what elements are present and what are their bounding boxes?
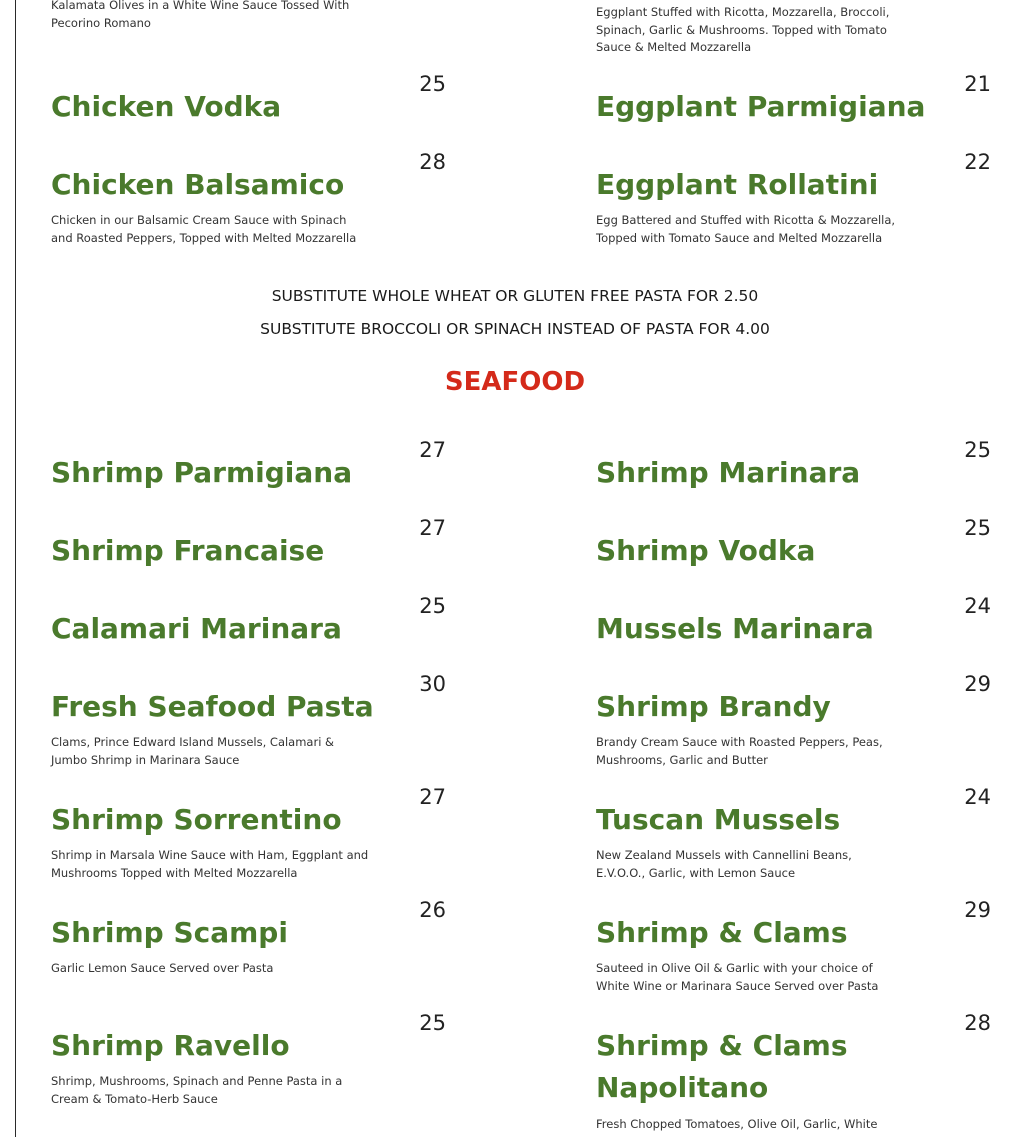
menu-item-price: 21 xyxy=(964,72,991,96)
menu-item-price: 28 xyxy=(419,150,446,174)
menu-item-price: 27 xyxy=(419,516,446,540)
menu-item-name: Tuscan Mussels xyxy=(596,803,841,836)
menu-item-name: Mussels Marinara xyxy=(596,612,874,645)
menu-item-description: Sauteed in Olive Oil & Garlic with your choice of White Wine or Marinara Sauce Served over Pasta xyxy=(596,961,879,993)
menu-item-description: Clams, Prince Edward Island Mussels, Calamari & Jumbo Shrimp in Marinara Sauce xyxy=(51,735,335,767)
menu-item-price: 25 xyxy=(419,1011,446,1035)
menu-item-price: 30 xyxy=(419,672,446,696)
menu-item-price: 22 xyxy=(964,150,991,174)
menu-item-description: Egg Battered and Stuffed with Ricotta & Mozzarella, Topped with Tomato Sauce and Melted Mozzarella xyxy=(596,213,896,245)
menu-item-name: Shrimp Scampi xyxy=(51,916,288,949)
menu-item-name: Shrimp Parmigiana xyxy=(51,456,353,489)
menu-item-price: 29 xyxy=(964,898,991,922)
menu-item-description: Brandy Cream Sauce with Roasted Peppers, Peas, Mushrooms, Garlic and Butter xyxy=(596,735,883,767)
menu-item-name: Shrimp Francaise xyxy=(51,534,325,567)
menu-item-price: 29 xyxy=(964,672,991,696)
menu-item-price: 27 xyxy=(419,438,446,462)
menu-item-description: Shrimp in Marsala Wine Sauce with Ham, Eggplant and Mushrooms Topped with Melted Mozzarella xyxy=(51,848,369,880)
menu-item-name: Fresh Seafood Pasta xyxy=(51,690,374,723)
menu-item-description: Garlic Lemon Sauce Served over Pasta xyxy=(51,961,274,975)
menu-item-name: Chicken Balsamico xyxy=(51,168,345,201)
menu-item-price: 25 xyxy=(964,516,991,540)
menu-item-price: 24 xyxy=(964,785,991,809)
menu-item-name: Shrimp Ravello xyxy=(51,1029,290,1062)
menu-item-description: Chicken in our Balsamic Cream Sauce with Spinach and Roasted Peppers, Topped with Melted Mozzarella xyxy=(51,213,357,245)
menu-item-price: 27 xyxy=(419,785,446,809)
menu-item-name: Chicken Vodka xyxy=(51,90,282,123)
menu-item-name: Shrimp & Clams xyxy=(596,916,848,949)
menu-item-price: 25 xyxy=(419,594,446,618)
menu-item-name: Shrimp Sorrentino xyxy=(51,803,342,836)
partial-item-description-left: Kalamata Olives in a White Wine Sauce Tossed With Pecorino Romano xyxy=(51,0,350,30)
menu-item-price: 28 xyxy=(964,1011,991,1035)
menu-item-name: Eggplant Rollatini xyxy=(596,168,879,201)
menu-item-price: 25 xyxy=(419,72,446,96)
menu-item-name: Shrimp Marinara xyxy=(596,456,861,489)
menu-item-name: Shrimp Brandy xyxy=(596,690,831,723)
menu-item-price: 26 xyxy=(419,898,446,922)
page-left-border xyxy=(15,0,16,1137)
menu-item-description: Fresh Chopped Tomatoes, Olive Oil, Garlic, White xyxy=(596,1117,878,1131)
menu-item-description: Shrimp, Mushrooms, Spinach and Penne Pasta in a Cream & Tomato-Herb Sauce xyxy=(51,1074,343,1106)
menu-item-name: Shrimp Vodka xyxy=(596,534,816,567)
menu-item-price: 25 xyxy=(964,438,991,462)
partial-item-description-right: Eggplant Stuffed with Ricotta, Mozzarella, Broccoli, Spinach, Garlic & Mushrooms. Topped with Tomato Sauce & Melted Mozzarella xyxy=(596,5,890,54)
seafood-section-title: SEAFOOD xyxy=(444,367,586,397)
menu-item-price: 24 xyxy=(964,594,991,618)
menu-item-name: Eggplant Parmigiana xyxy=(596,90,926,123)
menu-item-name: Shrimp & Clams Napolitano xyxy=(596,1029,848,1104)
pasta-substitution-note: SUBSTITUTE WHOLE WHEAT OR GLUTEN FREE PASTA FOR 2.50 xyxy=(271,287,759,305)
menu-item-name: Calamari Marinara xyxy=(51,612,342,645)
menu-item-description: New Zealand Mussels with Cannellini Beans, E.V.O.O., Garlic, with Lemon Sauce xyxy=(596,848,852,880)
vegetable-substitution-note: SUBSTITUTE BROCCOLI OR SPINACH INSTEAD OF PASTA FOR 4.00 xyxy=(260,320,770,338)
